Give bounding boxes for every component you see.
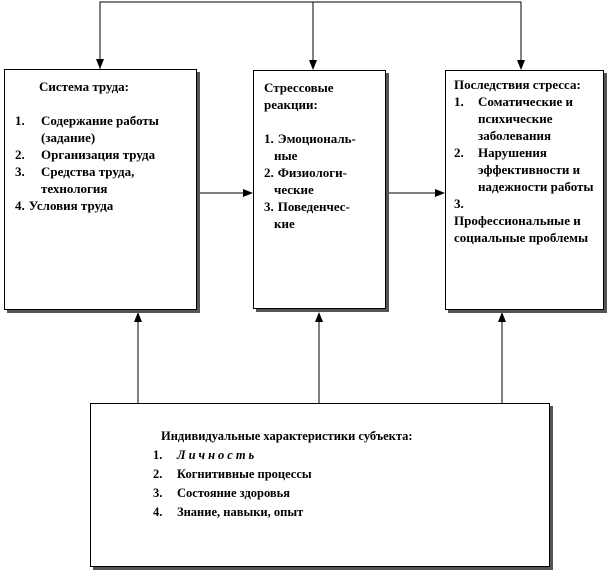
individual-item: 2. Когнитивные процессы [153,467,312,481]
stress-consequences-title: Последствия стресса: [454,77,581,92]
stress-reactions-box [253,70,386,309]
work-system-box [4,69,197,310]
individual-item: 4. Знание, навыки, опыт [153,505,304,519]
work-system-item-text: Содержание работы (задание) [41,113,159,145]
individual-item: 1. Личность [153,448,258,462]
stress-consequence-item: 1. Соматические и психические заболевания [454,94,573,143]
stress-reaction-item: 1. Эмоциональ- ные [264,131,356,163]
top-feedback-line [100,2,521,69]
stress-consequence-item-text: Профессиональные и социальные проблемы [454,213,589,245]
stress-consequence-item-text: Соматические и психические заболевания [478,94,573,143]
stress-consequences-box [445,70,604,310]
stress-consequence-item-text: Нарушения эффективности и надежности работы [478,145,594,194]
work-system-title: Система труда: [39,79,130,94]
individual-item-text: Когнитивные процессы [177,467,312,481]
work-system-item: 2. Организация труда [15,147,156,162]
stress-consequences-list [454,93,599,246]
work-system-item-text: Организация труда [41,147,156,162]
work-system-item: 1. Содержание работы (задание) [15,113,159,145]
stress-consequence-item: 2. Нарушения эффективности и надежности работы [454,145,594,194]
individual-item: 3. Состояние здоровья [153,486,291,500]
individual-characteristics-list [153,446,541,522]
stress-reaction-item: 2. Физиологи- ческие [264,165,347,197]
individual-characteristics-box [90,403,550,567]
individual-item-text: Знание, навыки, опыт [177,505,304,519]
work-system-list [15,112,190,214]
work-system-item-text: Условия труда [28,198,114,213]
work-system-item: 3. Средства труда, технология [15,164,135,196]
stress-reactions-title: Стрессовые реакции: [264,80,334,112]
work-system-item-text: Средства труда, технология [41,164,135,196]
stress-consequence-item: 3. Профессиональные и социальные проблемы [454,196,589,245]
individual-characteristics-title: Индивидуальные характеристики субъекта: [161,429,413,443]
individual-item-text: Состояние здоровья [177,486,291,500]
work-system-item: 4. Условия труда [15,198,114,213]
stress-reaction-item: 3. Поведенчес- кие [264,199,350,231]
individual-item-text: Личность [177,448,258,462]
stress-reactions-list [264,130,381,232]
